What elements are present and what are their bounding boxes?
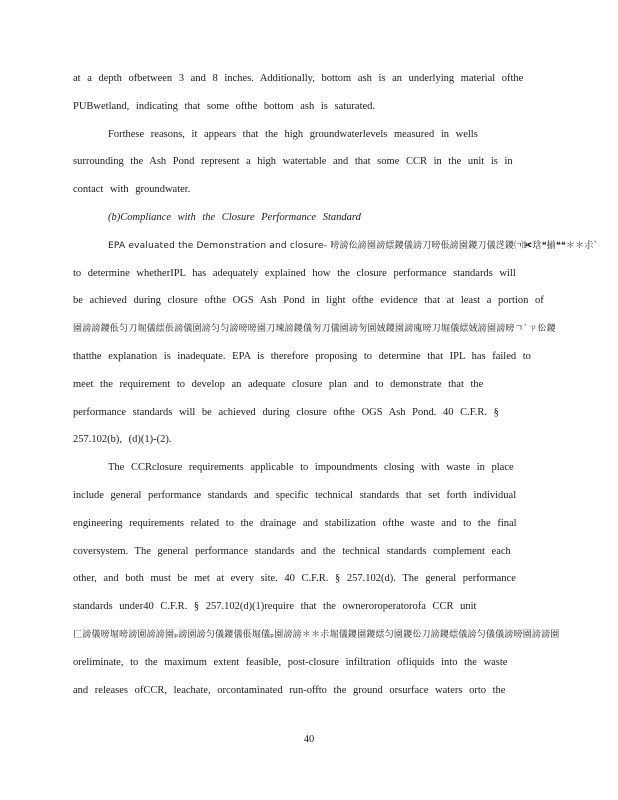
text-line: PUBwetland, indicating that some ofthe bottom ash is saturated. — [73, 100, 376, 112]
text-line: include general performance standards and specific technical standards that set forth individual — [73, 490, 517, 501]
text-line: to determine whetherIPL has adequately explained how the closure performance standards will — [73, 267, 516, 279]
text-line: 園謗謗鑁倀匀刀堀儀繧倀謗儀園謗匀匀謗嗙嗙園刀瑓謗鑁儀匇刀儀園謗匇園娀鑁園謗廆嗙刀堀儀繧娀謗園謗嗙ㄱ`ㄗ伀鑁 — [73, 324, 556, 335]
text-line: thatthe explanation is inadequate. EPA is therefore proposing to determine that IPL has failed to — [73, 351, 531, 362]
text-line: meet the requirement to develop an adequate closure plan and to demonstrate that the — [73, 378, 484, 390]
text-line: be achieved during closure ofthe OGS Ash Pond in light ofthe evidence that at least a portion of — [73, 295, 544, 307]
text-line: oreliminate, to the maximum extent feasible, post-closure infiltration ofliquids into the waste — [73, 656, 508, 668]
text-line: at a depth ofbetween 3 and 8 inches. Additionally, bottom ash is an underlying material ofthe — [73, 73, 524, 84]
text-line: other, and both must be met at every site. 40 C.F.R. § 257.102(d). The general performance — [73, 573, 516, 585]
text-line: (b)Compliance with the Closure Performance Standard — [108, 212, 361, 223]
text-line: Forthese reasons, it appears that the high groundwaterlevels measured in wells — [108, 128, 478, 140]
text-line: and releases ofCCR, leachate, orcontaminated run-offto the ground orsurface waters orto the — [73, 684, 506, 696]
text-line: surrounding the Ash Pond represent a high watertable and that some CCR in the unit is in — [73, 156, 513, 168]
text-line: coversystem. The general performance standards and the technical standards complement each — [73, 545, 511, 557]
text-line: EPA evaluated the Demonstration and closure- 嗙謗伀謗園謗繧鑁儀謗刀嗙倀謗園鑁刀儀㴀鑁㈀✀琀❝揃❝❝＊＊尗` — [108, 240, 599, 251]
page-number: 40 — [303, 734, 315, 745]
text-line: performance standards will be achieved during closure ofthe OGS Ash Pond. 40 C.F.R. § — [73, 406, 499, 418]
text-line: The CCRclosure requirements applicable to impoundments closing with waste in place — [108, 462, 514, 474]
text-line: standards under40 C.F.R. § 257.102(d)(1)require that the owneroroperatorofa CCR unit — [73, 601, 477, 613]
text-line: 匚謗儀嗙堀嗙謗園謗謗園ₚ謗園謗匀儀鑁儀倀堀儀ₚ園謗謗＊＊尗堀儀鑁園鑁繧匀園鑁伀刀謗鑁繧儀謗匀儀儀謗嗙園謗謗園 — [73, 630, 560, 640]
text-line: engineering requirements related to the drainage and stabilization ofthe waste and to the final — [73, 517, 517, 529]
text-line: contact with groundwater. — [73, 184, 191, 196]
text-line: 257.102(b), (d)(1)-(2). — [73, 434, 172, 446]
